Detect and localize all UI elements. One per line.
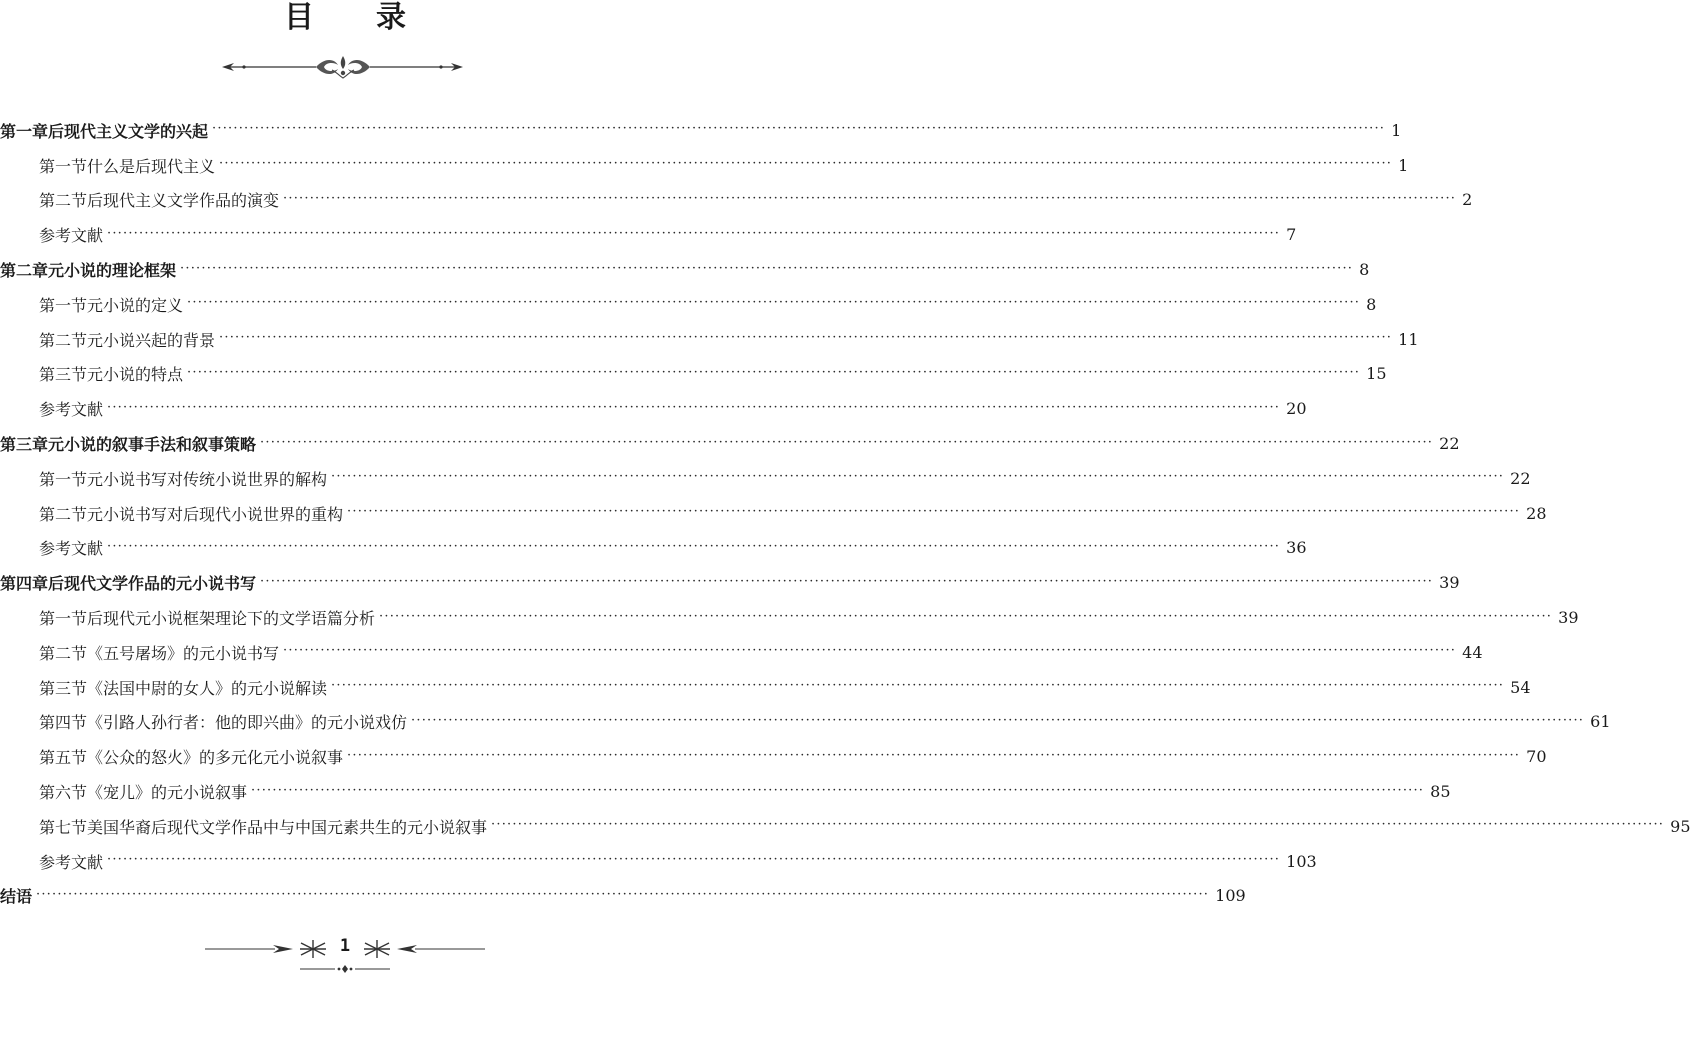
toc-entry-title: 美国华裔后现代文学作品中与中国元素共生的元小说叙事: [87, 817, 488, 837]
toc-leader-dots: ····························································································································································································································: [219, 156, 1393, 172]
toc-entry-number: 第二节: [39, 643, 88, 663]
toc-entry-number: 第一节: [39, 295, 88, 315]
toc-section-entry: [0, 357, 1387, 392]
toc-entry-title: 元小说书写对后现代小说世界的重构: [87, 504, 344, 524]
title-ornament: [220, 52, 465, 82]
toc-entry-page: 39: [1439, 573, 1460, 593]
toc-section-entry: [0, 705, 1611, 740]
toc-entry-number: 第三章: [0, 435, 49, 455]
toc-chapter-entry: [0, 565, 1460, 600]
toc-entry-number: 第一节: [39, 609, 88, 629]
toc-entry-page: 54: [1510, 677, 1531, 697]
toc-entry-title: 《五号屠场》的元小说书写: [87, 643, 280, 663]
toc-entry-page: 22: [1510, 468, 1531, 488]
toc-section-entry: [0, 461, 1531, 496]
toc-entry-number: 第一章: [0, 121, 49, 141]
toc-entry-page: 36: [1286, 538, 1307, 558]
toc-section-entry: [0, 531, 1307, 566]
table-of-contents: [0, 113, 1691, 913]
toc-entry-page: 85: [1430, 782, 1451, 802]
toc-leader-dots: ····························································································································································································································: [107, 852, 1281, 868]
toc-leader-dots: ····························································································································································································································: [212, 121, 1386, 137]
toc-leader-dots: ····························································································································································································································: [379, 608, 1553, 624]
toc-leader-dots: ····························································································································································································································: [180, 260, 1354, 276]
toc-leader-dots: ····························································································································································································································: [331, 469, 1505, 485]
toc-entry-page: 1: [1391, 120, 1402, 140]
toc-entry-page: 2: [1462, 190, 1473, 210]
toc-entry-number: 第一节: [39, 156, 88, 176]
toc-entry-title: 元小说的理论框架: [48, 261, 177, 281]
toc-chapter-entry: [0, 113, 1402, 148]
toc-entry-page: 109: [1215, 886, 1246, 906]
toc-leader-dots: ····························································································································································································································: [219, 330, 1393, 346]
toc-entry-title: 《公众的怒火》的多元化元小说叙事: [87, 748, 344, 768]
toc-entry-number: 第二节: [39, 330, 88, 350]
toc-section-entry: [0, 183, 1473, 218]
toc-section-entry: [0, 774, 1451, 809]
toc-entry-title: 元小说的特点: [87, 365, 184, 385]
toc-section-entry: [0, 391, 1307, 426]
toc-entry-number: 第二章: [0, 261, 49, 281]
toc-leader-dots: ····························································································································································································································: [187, 364, 1361, 380]
toc-entry-title: 后现代主义文学作品的演变: [87, 191, 280, 211]
toc-leader-dots: ····························································································································································································································: [36, 886, 1210, 902]
toc-entry-title: 参考文献: [39, 852, 104, 872]
toc-leader-dots: ····························································································································································································································: [331, 678, 1505, 694]
toc-entry-page: 103: [1286, 851, 1317, 871]
toc-entry-title: 《引路人孙行者：他的即兴曲》的元小说戏仿: [87, 713, 408, 733]
toc-entry-title: 参考文献: [39, 539, 104, 559]
toc-section-entry: [0, 739, 1547, 774]
toc-entry-title: 元小说的定义: [87, 295, 184, 315]
toc-entry-page: 15: [1366, 364, 1387, 384]
toc-section-entry: [0, 287, 1377, 322]
toc-section-entry: [0, 635, 1483, 670]
toc-section-entry: [0, 809, 1691, 844]
toc-entry-page: 1: [1398, 155, 1409, 175]
toc-leader-dots: ····························································································································································································································: [411, 712, 1585, 728]
toc-section-entry: [0, 148, 1409, 183]
page-title: 目录: [284, 0, 468, 35]
toc-entry-title: 《宠儿》的元小说叙事: [87, 783, 248, 803]
toc-entry-title: 元小说兴起的背景: [87, 330, 216, 350]
toc-entry-page: 8: [1359, 260, 1370, 280]
toc-entry-page: 61: [1590, 712, 1611, 732]
toc-entry-title: 元小说的叙事手法和叙事策略: [48, 435, 257, 455]
toc-entry-title: 后现代元小说框架理论下的文学语篇分析: [87, 609, 376, 629]
toc-entry-page: 8: [1366, 294, 1377, 314]
toc-entry-number: 第二节: [39, 191, 88, 211]
toc-entry-number: 第四节: [39, 713, 88, 733]
toc-section-entry: [0, 844, 1317, 879]
toc-entry-title: 结语: [0, 887, 33, 907]
toc-entry-page: 44: [1462, 642, 1483, 662]
toc-leader-dots: ····························································································································································································································: [491, 817, 1665, 833]
page-footer: [205, 935, 485, 975]
toc-section-entry: [0, 496, 1547, 531]
toc-entry-page: 95: [1670, 816, 1691, 836]
toc-entry-title: 《法国中尉的女人》的元小说解读: [87, 678, 328, 698]
toc-entry-number: 第六节: [39, 783, 88, 803]
toc-entry-title: 后现代主义文学的兴起: [48, 121, 209, 141]
toc-entry-number: 第七节: [39, 817, 88, 837]
toc-entry-title: 参考文献: [39, 226, 104, 246]
toc-leader-dots: ····························································································································································································································: [260, 573, 1434, 589]
toc-leader-dots: ····························································································································································································································: [107, 225, 1281, 241]
toc-entry-title: 后现代文学作品的元小说书写: [48, 574, 257, 594]
toc-leader-dots: ····························································································································································································································: [283, 643, 1457, 659]
toc-leader-dots: ····························································································································································································································: [187, 295, 1361, 311]
toc-entry-title: 参考文献: [39, 400, 104, 420]
toc-entry-number: 第三节: [39, 365, 88, 385]
toc-leader-dots: ····························································································································································································································: [251, 782, 1425, 798]
toc-leader-dots: ····························································································································································································································: [107, 399, 1281, 415]
toc-entry-page: 28: [1526, 503, 1547, 523]
toc-entry-page: 7: [1286, 225, 1297, 245]
toc-section-entry: [0, 670, 1531, 705]
toc-chapter-entry: [0, 252, 1370, 287]
toc-entry-title: 什么是后现代主义: [87, 156, 216, 176]
toc-entry-number: 第三节: [39, 678, 88, 698]
toc-entry-number: 第一节: [39, 469, 88, 489]
toc-entry-page: 11: [1398, 329, 1419, 349]
toc-leader-dots: ····························································································································································································································: [283, 190, 1457, 206]
toc-entry-number: 第五节: [39, 748, 88, 768]
page-number: 1: [339, 936, 351, 956]
toc-section-entry: [0, 217, 1297, 252]
toc-entry-page: 20: [1286, 399, 1307, 419]
toc-leader-dots: ····························································································································································································································: [347, 747, 1521, 763]
toc-section-entry: [0, 600, 1579, 635]
toc-entry-number: 第二节: [39, 504, 88, 524]
toc-leader-dots: ····························································································································································································································: [260, 434, 1434, 450]
toc-entry-number: 第四章: [0, 574, 49, 594]
toc-entry-page: 22: [1439, 434, 1460, 454]
toc-leader-dots: ····························································································································································································································: [347, 504, 1521, 520]
toc-chapter-entry: [0, 426, 1460, 461]
toc-entry-page: 39: [1558, 608, 1579, 628]
toc-entry-title: 元小说书写对传统小说世界的解构: [87, 469, 328, 489]
toc-section-entry: [0, 322, 1419, 357]
toc-entry-page: 70: [1526, 747, 1547, 767]
toc-leader-dots: ····························································································································································································································: [107, 538, 1281, 554]
toc-chapter-entry: [0, 879, 1246, 914]
